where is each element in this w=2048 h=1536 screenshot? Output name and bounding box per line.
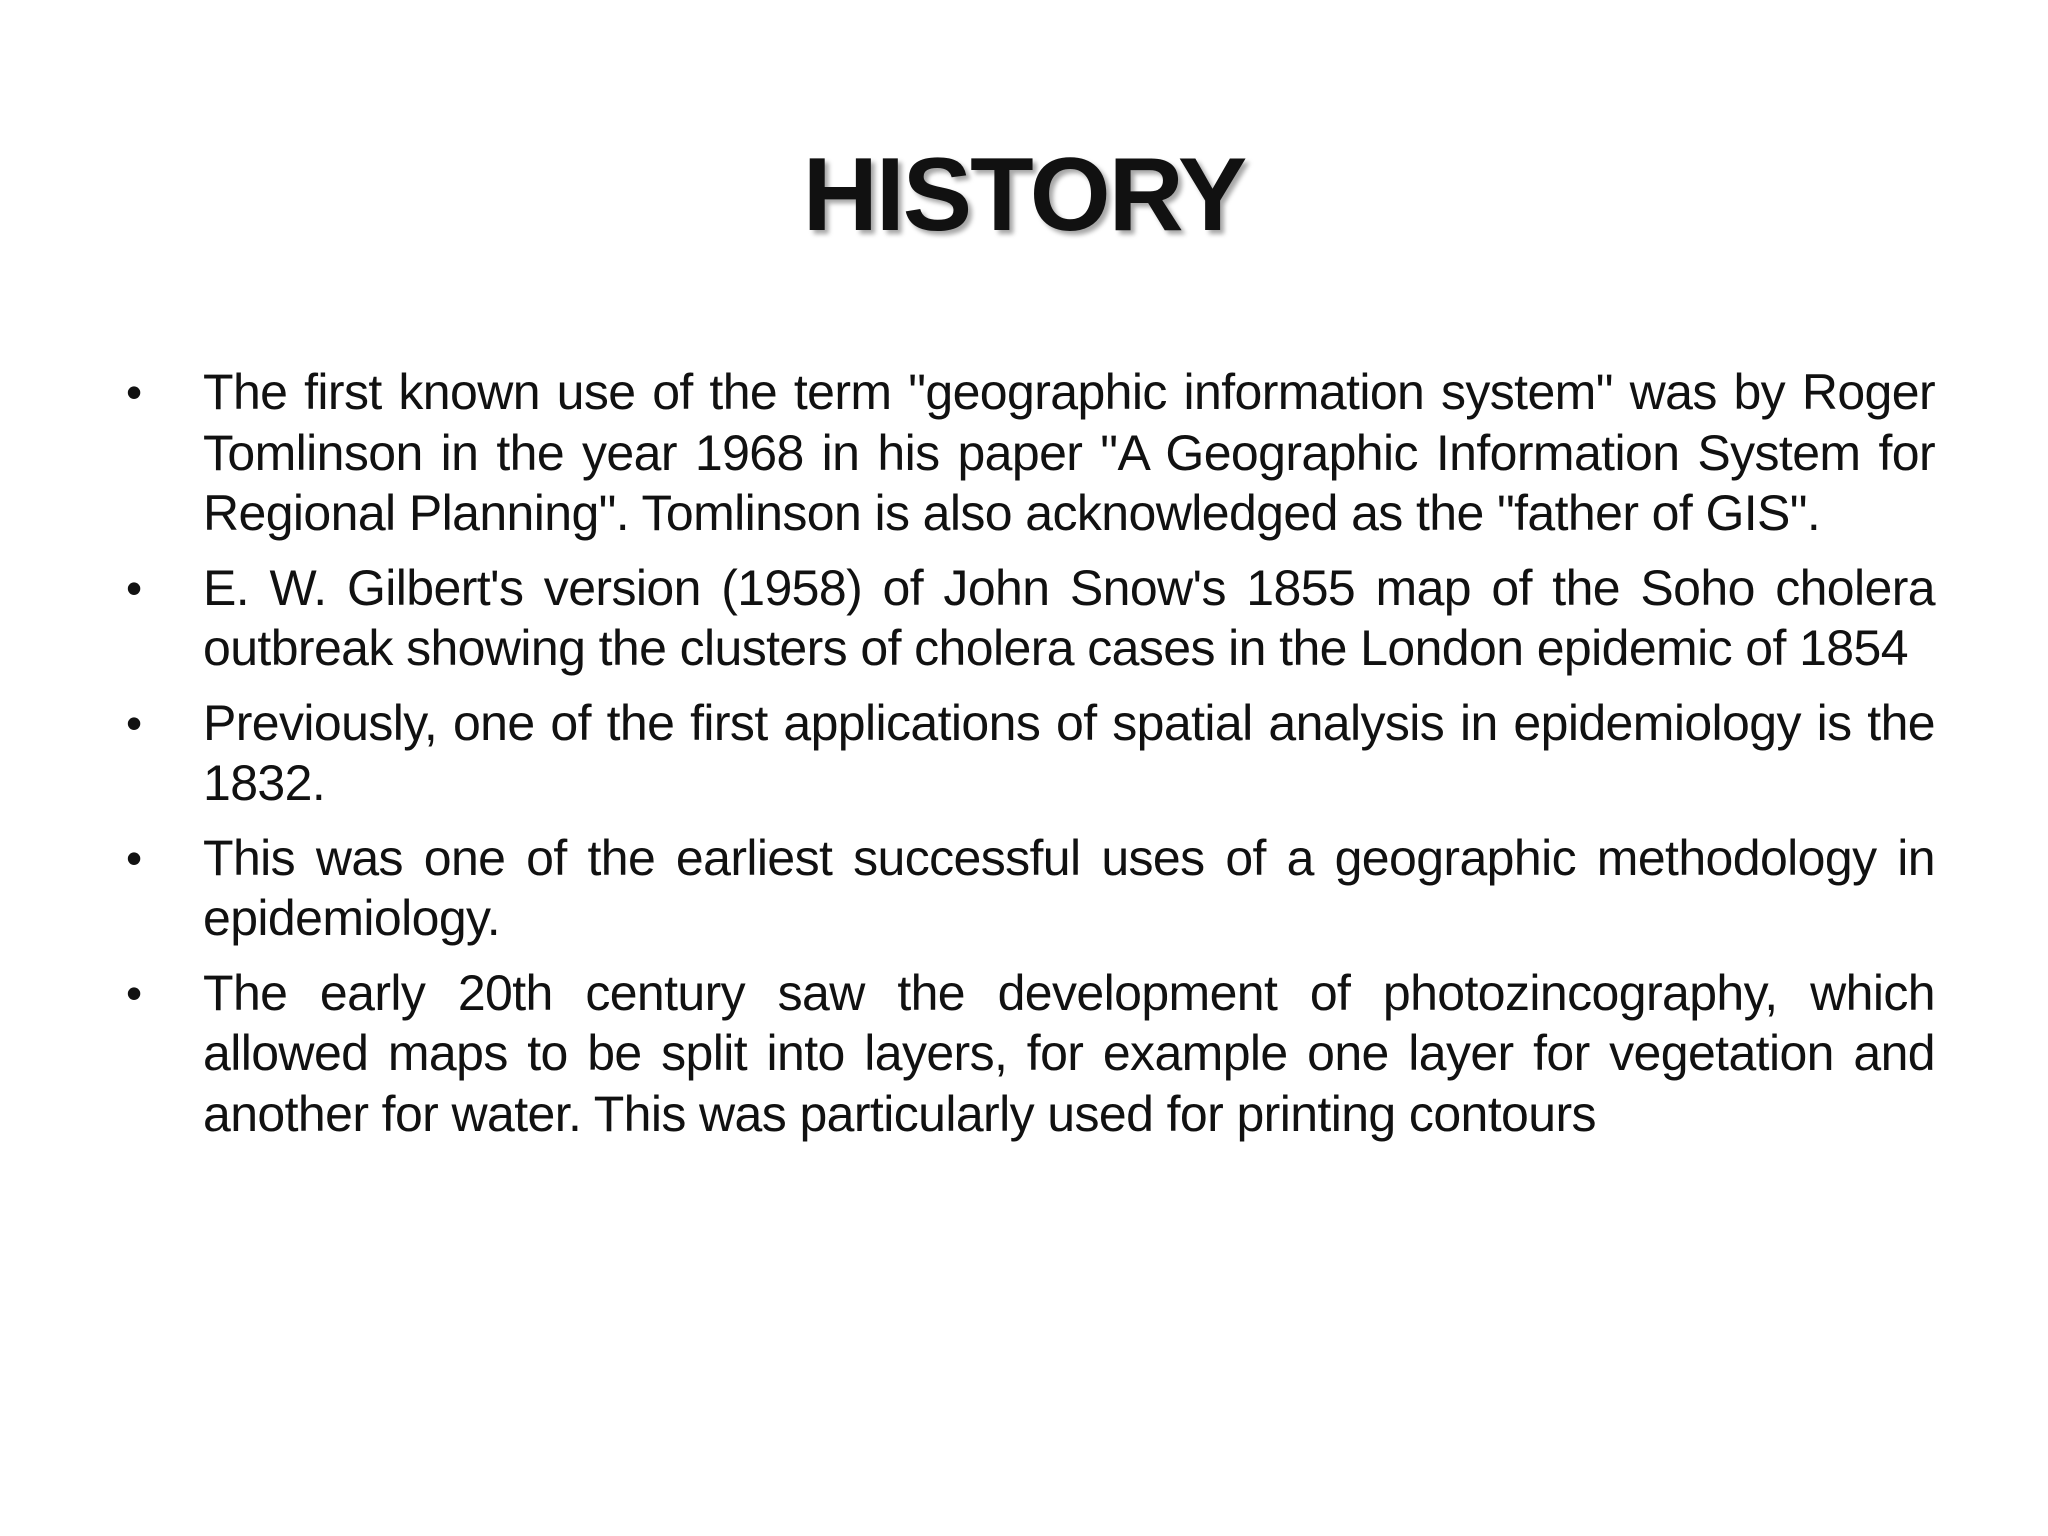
bullet-text: This was one of the earliest successful uses of a geographic methodology in epidemiology. <box>203 829 1935 946</box>
bullet-point-icon: • <box>126 366 142 418</box>
bullet-item-1 <box>120 362 1935 544</box>
slide-title: HISTORY <box>802 137 1246 253</box>
bullet-point-icon: • <box>126 561 142 614</box>
bullet-text: The first known use of the term "geographic information system" was by Roger Tomlinson in the year 1968 in his paper "A Geographic Information System for Regional Planning". Tomlinson is also acknowledged as the "father of GIS". <box>203 364 1935 541</box>
bullet-item-5 <box>120 963 1935 1145</box>
bullet-item-3 <box>120 693 1935 814</box>
bullet-point-icon: • <box>126 696 142 749</box>
bullet-point-icon: • <box>126 831 142 884</box>
bullet-point-icon: • <box>126 966 142 1019</box>
bullet-text: The early 20th century saw the development of photozincography, which allowed maps to be split into layers, for example one layer for vegetation and another for water. This was particularly used for printing contours <box>203 964 1935 1142</box>
bullet-text: Previously, one of the first applications of spatial analysis in epidemiology is the 1832. <box>203 694 1935 811</box>
bullet-item-4 <box>120 828 1935 949</box>
bullet-list <box>120 362 1935 1158</box>
bullet-item-2 <box>120 558 1935 679</box>
bullet-text: E. W. Gilbert's version (1958) of John Snow's 1855 map of the Soho cholera outbreak showing the clusters of cholera cases in the London epidemic of 1854 <box>203 559 1935 676</box>
